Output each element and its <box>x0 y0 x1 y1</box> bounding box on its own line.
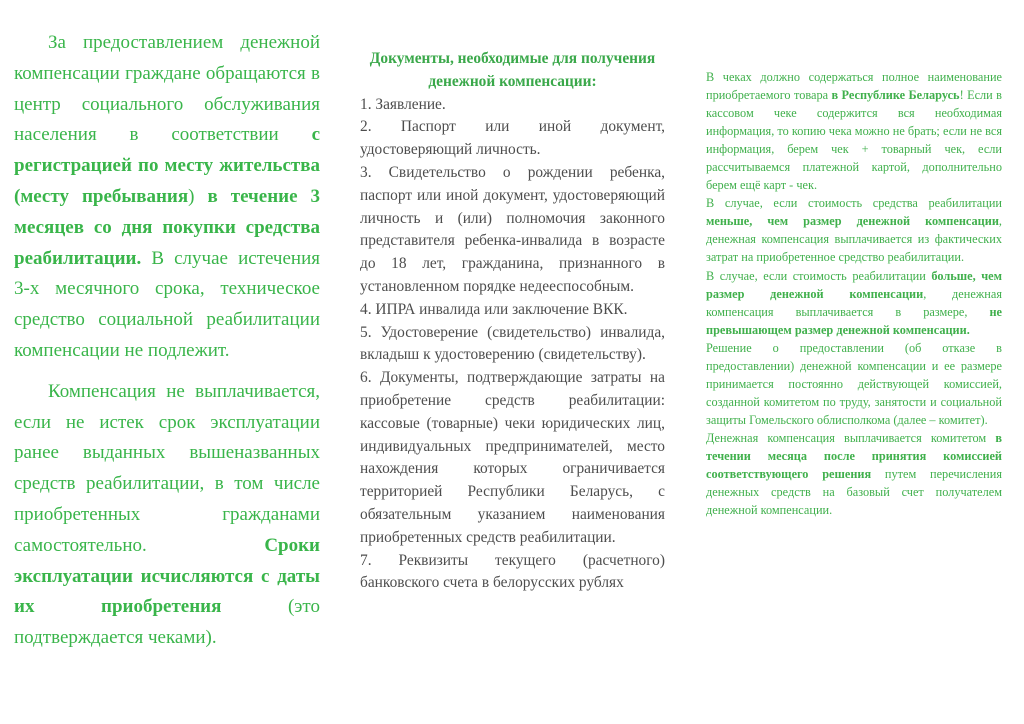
document-item: 3. Свидетельство о рождении ребенка, паспорт или иной документ, удостоверяющий личность и (или) полномочия законного представителя ребенка-инвалида в возрасте до 18 лет, гражданина, признанного в установленном порядке недееспособным. <box>360 163 665 295</box>
document-item: 1. Заявление. <box>360 95 446 113</box>
less-emphasis: меньше, чем размер денежной компенсации <box>706 214 999 229</box>
compensation-terms-column <box>14 28 320 654</box>
registration-emphasis: с регистрацией по месту жительства (месту пребывания <box>14 124 320 207</box>
decision-paragraph: Решение о предоставлении (об отказе в предоставлении) денежной компенсации и ее размере принимается постоянно действующей комиссией, созданной комитетом по труду, занятости и социальной защиты Гомельского облисполкома (далее – комитет). <box>706 340 1002 427</box>
payment-rules-column <box>706 68 1002 519</box>
operation-term-emphasis: Сроки эксплуатации исчисляются с даты их приобретения <box>14 534 320 618</box>
document-item: 4. ИПРА инвалида или заключение ВКК. <box>360 300 628 318</box>
no-compensation-paragraph: Компенсация не выплачивается, если не истек срок эксплуатации ранее выданных вышеназванных средств реабилитации, в том числе приобретенных гражданами самостоятельно. Сроки эксплуатации исчисляются с даты их приобретения (это подтверждается чеками). <box>14 380 320 649</box>
not-exceeding-emphasis: не превышающем размер денежной компенсации. <box>706 304 1002 337</box>
deadline-emphasis: в течение 3 месяцев со дня покупки средства реабилитации. <box>14 185 321 269</box>
cost-less-paragraph: В случае, если стоимость средства реабилитации меньше, чем размер денежной компенсации, денежная компенсация выплачивается из фактических затрат на приобретенное средство реабилитации. <box>706 196 1002 265</box>
compensation-application-paragraph: За предоставлением денежной компенсации граждане обращаются в центр социального обслуживания населения в соответствии с регистрацией по месту жительства (месту пребывания) в течение 3 месяцев со дня покупки средства реабилитации. В случае истечения 3-х месячного срока, техническое средство социальной реабилитации компенсации не подлежит. <box>14 32 321 361</box>
required-documents-column <box>360 48 665 595</box>
country-emphasis: в Республике Беларусь <box>831 88 960 103</box>
cost-more-paragraph: В случае, если стоимость реабилитации больше, чем размер денежной компенсации, денежная компенсация выплачивается в размере, не превышающем размер денежной компенсации. <box>706 268 1002 337</box>
documents-heading: Документы, необходимые для получения денежной компенсации: <box>369 50 656 90</box>
document-item: 5. Удостоверение (свидетельство) инвалида, вкладыш к удостоверению (свидетельству). <box>360 323 665 364</box>
more-emphasis: больше, чем размер денежной компенсации <box>706 268 1002 301</box>
document-item: 2. Паспорт или иной документ, удостоверяющий личность. <box>360 118 665 159</box>
payment-term-emphasis: в течении месяца после принятия комиссией соответствующего решения <box>706 430 1002 482</box>
receipt-requirements-paragraph: В чеках должно содержаться полное наименование приобретаемого товара в Республике Беларусь! Если в кассовом чеке содержится вся необходимая информация, то копию чека можно не брать; если не вся информация, берем чек + товарный чек, если рассчитываемся платежной картой, дополнительно берем ещё карт - чек. <box>706 70 1002 193</box>
document-item: 6. Документы, подтверждающие затраты на приобретение средств реабилитации: кассовые (товарные) чеки юридических лиц, индивидуальных предпринимателей, место нахождения которых ограничивается территорией Республики Беларусь, с обязательным указанием наименования приобретенных средств реабилитации. <box>360 369 665 546</box>
payment-paragraph: Денежная компенсация выплачивается комитетом в течении месяца после принятия комиссией соответствующего решения путем перечисления денежных средств на базовый счет получателем денежной компенсации. <box>706 430 1002 518</box>
document-item: 7. Реквизиты текущего (расчетного) банковского счета в белорусских рублях <box>360 551 665 592</box>
